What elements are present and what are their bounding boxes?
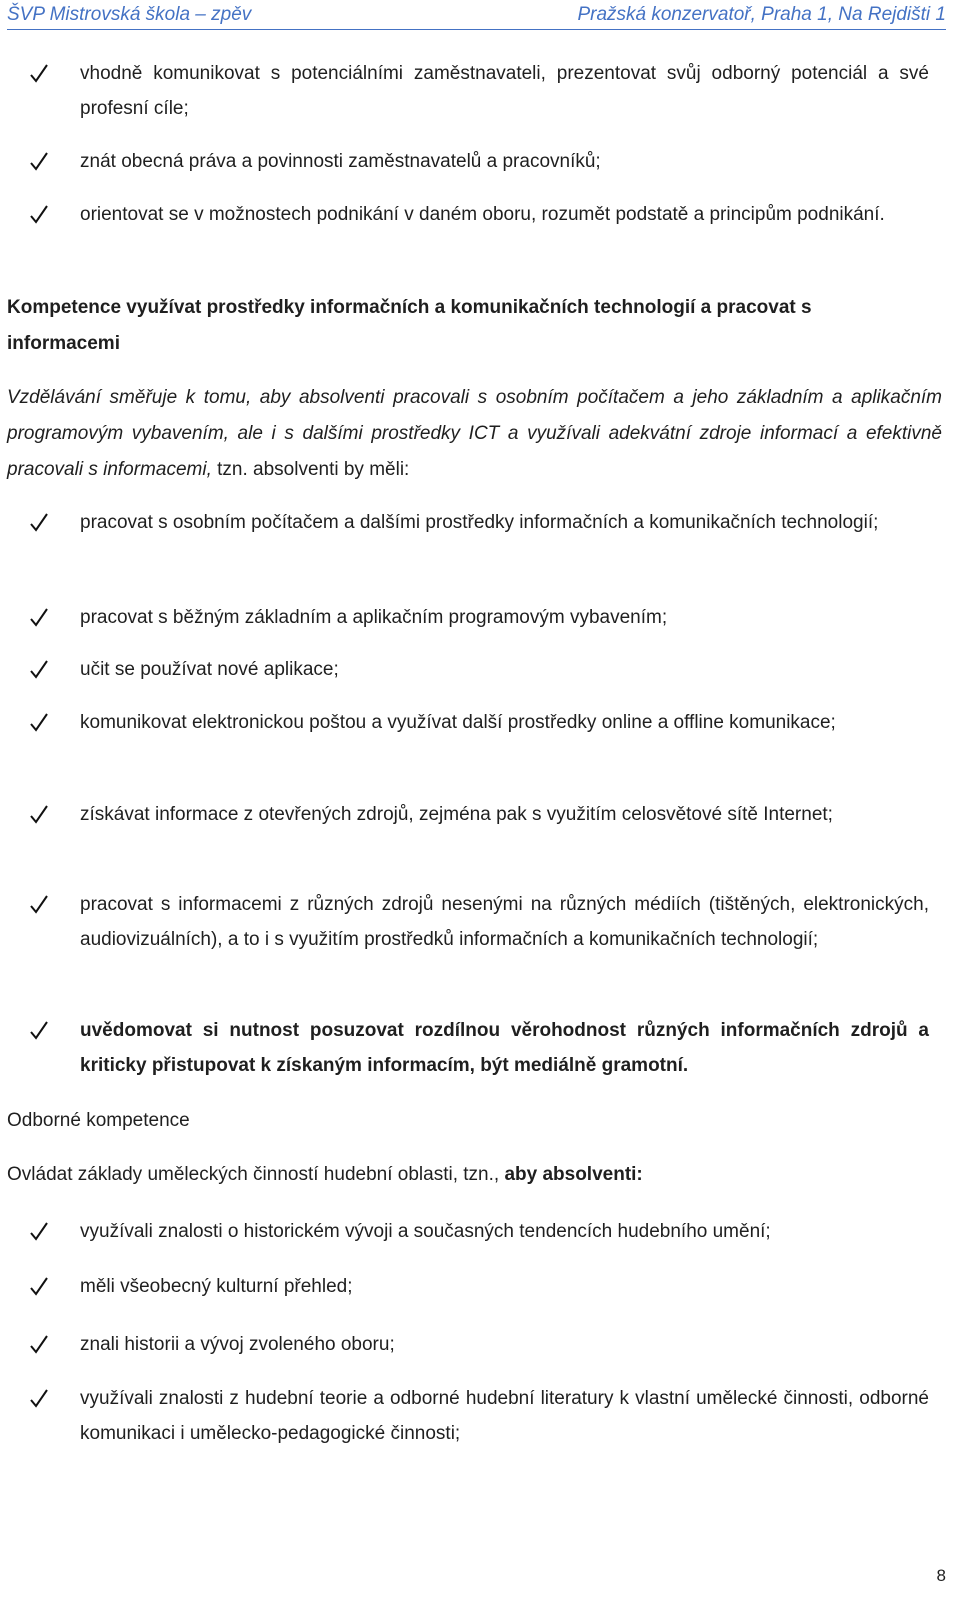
checkmark-icon xyxy=(29,1327,49,1362)
list-item-text: znát obecná práva a povinnosti zaměstnavatelů a pracovníků; xyxy=(80,151,601,172)
list-item-text: pracovat s informacemi z různých zdrojů nesenými na různých médiích (tištěných, elektronických, audiovizuálních), a to i s využitím prostředků informačních a komunikačních technologií; xyxy=(80,894,929,950)
checkmark-icon xyxy=(29,887,49,922)
section-intro-ict xyxy=(7,380,942,488)
list-item xyxy=(29,197,929,232)
list-item xyxy=(29,1214,929,1249)
checkmark-icon xyxy=(29,797,49,832)
list-item-text: učit se používat nové aplikace; xyxy=(80,659,339,680)
list-item xyxy=(29,887,929,957)
list-item xyxy=(29,1381,929,1451)
checkmark-icon xyxy=(29,600,49,635)
list-item-text: uvědomovat si nutnost posuzovat rozdílnou věrohodnost různých informačních zdrojů a kriticky přistupovat k získaným informacím, být mediálně gramotní. xyxy=(80,1020,929,1076)
checkmark-icon xyxy=(29,1381,49,1416)
checkmark-icon xyxy=(29,705,49,740)
checkmark-icon xyxy=(29,144,49,179)
list-item-text: znali historii a vývoj zvoleného oboru; xyxy=(80,1334,395,1355)
list-item xyxy=(29,1269,929,1304)
list-item-text: pracovat s osobním počítačem a dalšími prostředky informačních a komunikačních technologií; xyxy=(80,512,879,533)
page-number: 8 xyxy=(936,1566,946,1585)
list-item-text: měli všeobecný kulturní přehled; xyxy=(80,1276,353,1297)
checkmark-icon xyxy=(29,197,49,232)
list-item xyxy=(29,1327,929,1362)
list-item-text: orientovat se v možnostech podnikání v daném oboru, rozumět podstatě a principům podnikání. xyxy=(80,204,885,225)
checkmark-icon xyxy=(29,652,49,687)
header-school-program: ŠVP Mistrovská škola – zpěv xyxy=(7,4,252,25)
list-item-text: vhodně komunikovat s potenciálními zaměstnavateli, prezentovat svůj odborný potenciál a své profesní cíle; xyxy=(80,63,929,119)
list-item xyxy=(29,600,929,635)
list-item xyxy=(29,705,929,740)
checkmark-icon xyxy=(29,505,49,540)
intro-bold: aby absolventi: xyxy=(504,1164,643,1185)
list-item xyxy=(29,1013,929,1083)
page-header xyxy=(7,4,946,28)
checkmark-icon xyxy=(29,1269,49,1304)
list-item-text: využívali znalosti z hudební teorie a odborné hudební literatury k vlastní umělecké činnosti, odborné komunikaci i umělecko-pedagogické činnosti; xyxy=(80,1388,929,1444)
list-item xyxy=(29,56,929,126)
list-item xyxy=(29,144,929,179)
checkmark-icon xyxy=(29,1214,49,1249)
header-divider xyxy=(7,29,946,30)
section-heading-ict: Kompetence využívat prostředky informačních a komunikačních technologií a pracovat s informacemi xyxy=(7,297,812,354)
list-item-text: získávat informace z otevřených zdrojů, zejména pak s využitím celosvětové sítě Internet; xyxy=(80,804,833,825)
list-item xyxy=(29,652,929,687)
intro-rest: tzn. absolventi by měli: xyxy=(211,459,410,480)
checkmark-icon xyxy=(29,1013,49,1048)
list-item xyxy=(29,505,929,540)
header-institution: Pražská konzervatoř, Praha 1, Na Rejdišti 1 xyxy=(577,4,946,25)
list-item-text: využívali znalosti o historickém vývoji a současných tendencích hudebního umění; xyxy=(80,1221,771,1242)
list-item-text: komunikovat elektronickou poštou a využívat další prostředky online a offline komunikace; xyxy=(80,712,836,733)
list-item-text: pracovat s běžným základním a aplikačním programovým vybavením; xyxy=(80,607,668,628)
section-intro-odborne xyxy=(7,1157,643,1193)
section-heading-odborne: Odborné kompetence xyxy=(7,1110,190,1131)
intro-text: Ovládat základy uměleckých činností hudební oblasti, tzn., xyxy=(7,1164,505,1185)
intro-italic: Vzdělávání směřuje k tomu, aby absolventi pracovali s osobním počítačem a jeho základním a aplikačním programovým vybavením, ale i s dalšími prostředky ICT a využívali adekvátní zdroje informací a efektivně pracovali s informacemi, xyxy=(7,387,942,480)
list-item xyxy=(29,797,929,832)
checkmark-icon xyxy=(29,56,49,91)
